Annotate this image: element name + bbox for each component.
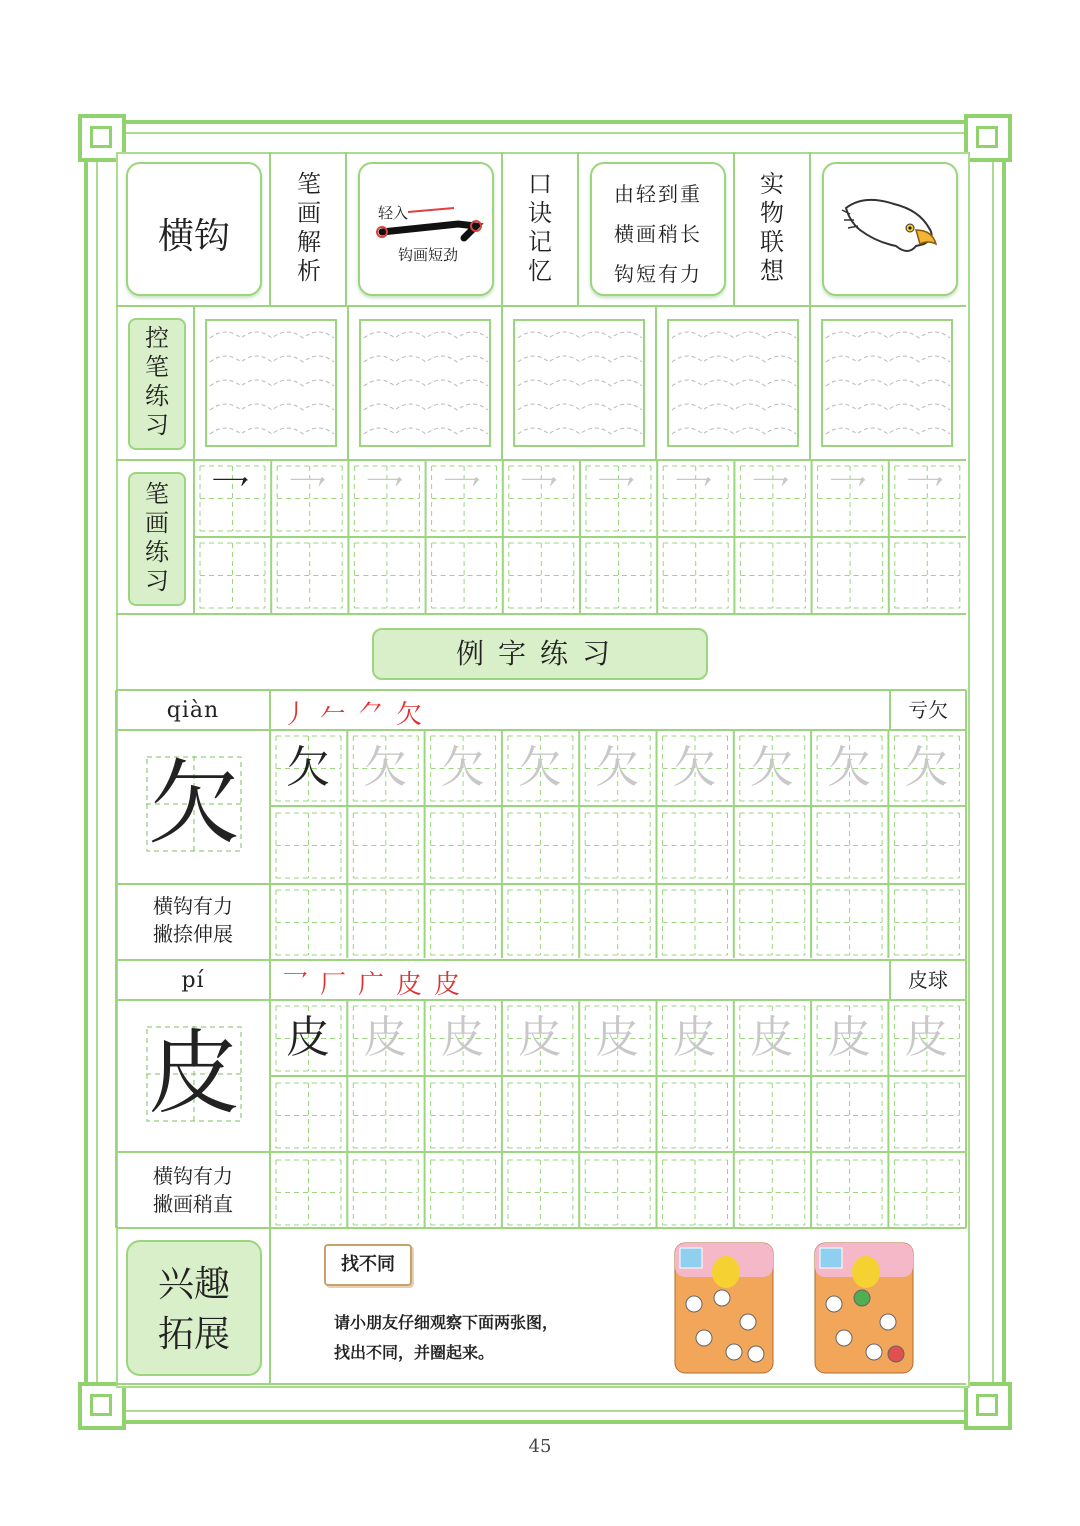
game-title: 找不同 — [341, 1254, 395, 1275]
eagle-icon — [824, 164, 956, 294]
trace-char: 欠 — [904, 742, 949, 793]
stroke-order — [282, 694, 434, 731]
page-number: 45 — [528, 1436, 552, 1457]
stroke-practice-text: 笔画练习 — [145, 480, 169, 595]
mnemonic-card — [590, 162, 726, 296]
analysis-label-text: 笔画解析 — [297, 170, 321, 285]
stroke-step: 广 — [358, 970, 385, 1000]
spot-difference-picture[interactable] — [674, 1242, 774, 1374]
stroke-name: 横钩 — [157, 216, 230, 257]
stroke-step: 厂 — [320, 970, 347, 1000]
stroke-order — [282, 964, 472, 1001]
model-character: 皮 — [148, 1020, 241, 1127]
trace-char: 欠 — [672, 742, 717, 793]
stroke-glyph: 乛 — [750, 473, 791, 519]
trace-char: 欠 — [595, 742, 640, 793]
control-practice-text: 控笔练习 — [145, 324, 169, 439]
stroke-glyph: 乛 — [441, 473, 482, 519]
stroke-step: 皮 — [396, 970, 423, 1000]
control-practice-label — [128, 318, 186, 450]
trace-char: 欠 — [827, 742, 872, 793]
writing-tip: 横钩有力 — [153, 1164, 233, 1188]
stroke-analysis-card — [358, 162, 494, 296]
object-label — [757, 170, 787, 286]
writing-tip: 横钩有力 — [153, 894, 233, 918]
mnemonic-line: 由轻到重 — [614, 182, 702, 206]
stroke-glyph: 乛 — [210, 473, 250, 519]
stroke-practice-label — [128, 472, 186, 606]
stroke-glyph: 乛 — [673, 473, 714, 519]
stroke-step: 丿 — [282, 700, 309, 730]
spot-difference-picture[interactable] — [814, 1242, 914, 1374]
model-character: 欠 — [148, 750, 241, 857]
analysis-note-text: 钩画短劲 — [398, 246, 459, 264]
mnemonic-line: 横画稍长 — [614, 222, 702, 246]
section-title — [372, 628, 708, 680]
stroke-step: 𠂉 — [320, 700, 347, 730]
trace-char: 欠 — [440, 742, 485, 793]
example-char: 欠 — [286, 742, 330, 793]
interest-label-text: 兴趣拓展 — [157, 1264, 230, 1355]
writing-tip: 撇画稍直 — [153, 1192, 233, 1216]
mnemonic-label — [525, 170, 555, 286]
trace-char: 皮 — [363, 1012, 408, 1063]
pinyin: pí — [181, 968, 205, 993]
mnemonic-label-text: 口诀记忆 — [528, 170, 552, 285]
stroke-glyph: 乛 — [904, 473, 945, 519]
trace-char: 皮 — [827, 1012, 872, 1063]
trace-char: 皮 — [904, 1012, 949, 1063]
trace-char: 欠 — [517, 742, 562, 793]
section-title-text: 例字练习 — [455, 637, 624, 670]
object-image-card — [822, 162, 958, 296]
stroke-name-card — [126, 162, 262, 296]
trace-char: 欠 — [363, 742, 408, 793]
instruction-line: 找出不同，并圈起来。 — [334, 1343, 495, 1362]
stroke-step: 皮 — [434, 970, 461, 1000]
game-instructions — [334, 1308, 558, 1368]
stroke-step: ⺈ — [358, 700, 385, 730]
example-word: 皮球 — [908, 968, 948, 992]
example-word: 亏欠 — [908, 698, 948, 722]
instruction-line: 请小朋友仔细观察下面两张图， — [334, 1313, 559, 1332]
trace-char: 皮 — [595, 1012, 640, 1063]
trace-char: 皮 — [672, 1012, 717, 1063]
stroke-glyph: 乛 — [518, 473, 559, 519]
writing-tip: 撇捺伸展 — [153, 922, 233, 946]
analysis-light-text: 轻入 — [378, 204, 409, 222]
stroke-glyph: 乛 — [364, 473, 405, 519]
stroke-glyph: 乛 — [827, 473, 868, 519]
interest-label — [126, 1240, 262, 1376]
stroke-step: 欠 — [396, 700, 423, 730]
example-char: 皮 — [286, 1012, 330, 1063]
mnemonic-line: 钩短有力 — [614, 262, 702, 286]
stroke-glyph: 乛 — [596, 473, 636, 519]
analysis-label — [294, 170, 324, 286]
pinyin: qiàn — [166, 698, 220, 723]
stroke-glyph: 乛 — [287, 473, 328, 519]
trace-char: 皮 — [440, 1012, 485, 1063]
stroke-step: 乛 — [282, 970, 309, 1000]
object-label-text: 实物联想 — [760, 170, 784, 285]
trace-char: 皮 — [517, 1012, 562, 1063]
trace-char: 欠 — [749, 742, 794, 793]
game-title-tag — [324, 1244, 412, 1286]
trace-char: 皮 — [749, 1012, 794, 1063]
